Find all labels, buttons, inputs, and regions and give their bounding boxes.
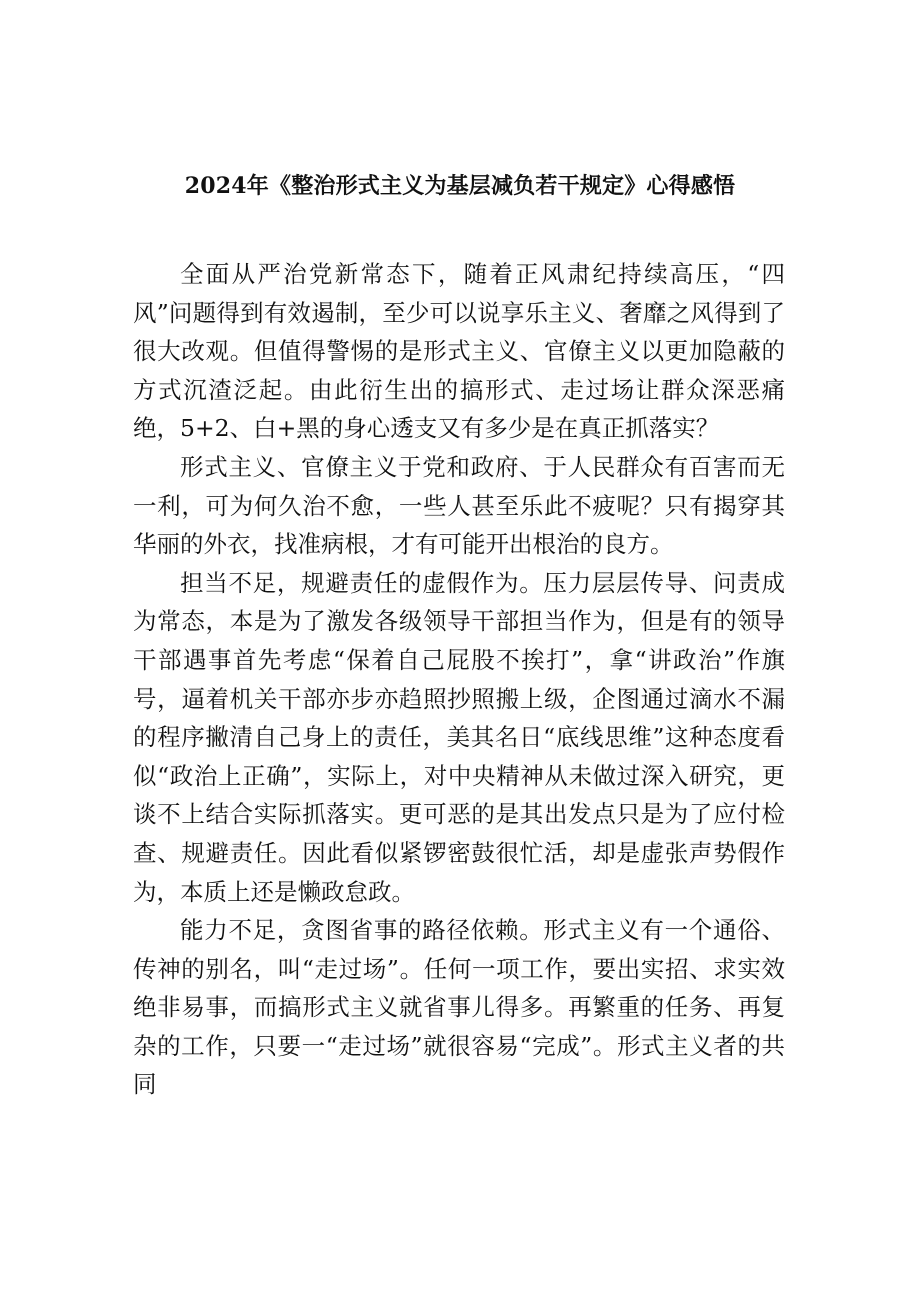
paragraph-4: 能力不足，贪图省事的路径依赖。形式主义有一个通俗、传神的别名，叫“走过场”。任何一项工作，要出实招、求实效绝非易事，而搞形式主义就省事儿得多。再繁重的任务、再复杂的工作，只要一“走过场”就很容易“完成”。形式主义者的共同 xyxy=(133,916,785,1099)
paragraph-3: 担当不足，规避责任的虚假作为。压力层层传导、问责成为常态，本是为了激发各级领导干部担当作为，但是有的领导干部遇事首先考虑“保着自己屁股不挨打”，拿“讲政治”作旗号，逼着机关干部亦步亦趋照抄照搬上级，企图通过滴水不漏的程序撇清自己身上的责任，美其名日“底线思维”这种态度看似“政治上正确”，实际上，对中央精神从未做过深入研究，更谈不上结合实际抓落实。更可恶的是其出发点只是为了应付检查、规避责任。因此看似紧锣密鼓很忙活，却是虚张声势假作为，本质上还是懒政怠政。 xyxy=(133,568,785,906)
document-body xyxy=(133,255,785,1104)
paragraph-1: 全面从严治党新常态下，随着正风肃纪持续高压，“四风”问题得到有效遏制，至少可以说享乐主义、奢靡之风得到了很大改观。但值得警惕的是形式主义、官僚主义以更加隐蔽的方式沉渣泛起。由此衍生出的搞形式、走过场让群众深恶痛绝，5+2、白+黑的身心透支又有多少是在真正抓落实？ xyxy=(133,260,785,443)
paragraph-2: 形式主义、官僚主义于党和政府、于人民群众有百害而无一利，可为何久治不愈，一些人甚至乐此不疲呢？只有揭穿其华丽的外衣，找准病根，才有可能开出根治的良方。 xyxy=(133,452,785,559)
document-title: 2024年《整治形式主义为基层减负若干规定》心得感悟 xyxy=(184,173,736,199)
